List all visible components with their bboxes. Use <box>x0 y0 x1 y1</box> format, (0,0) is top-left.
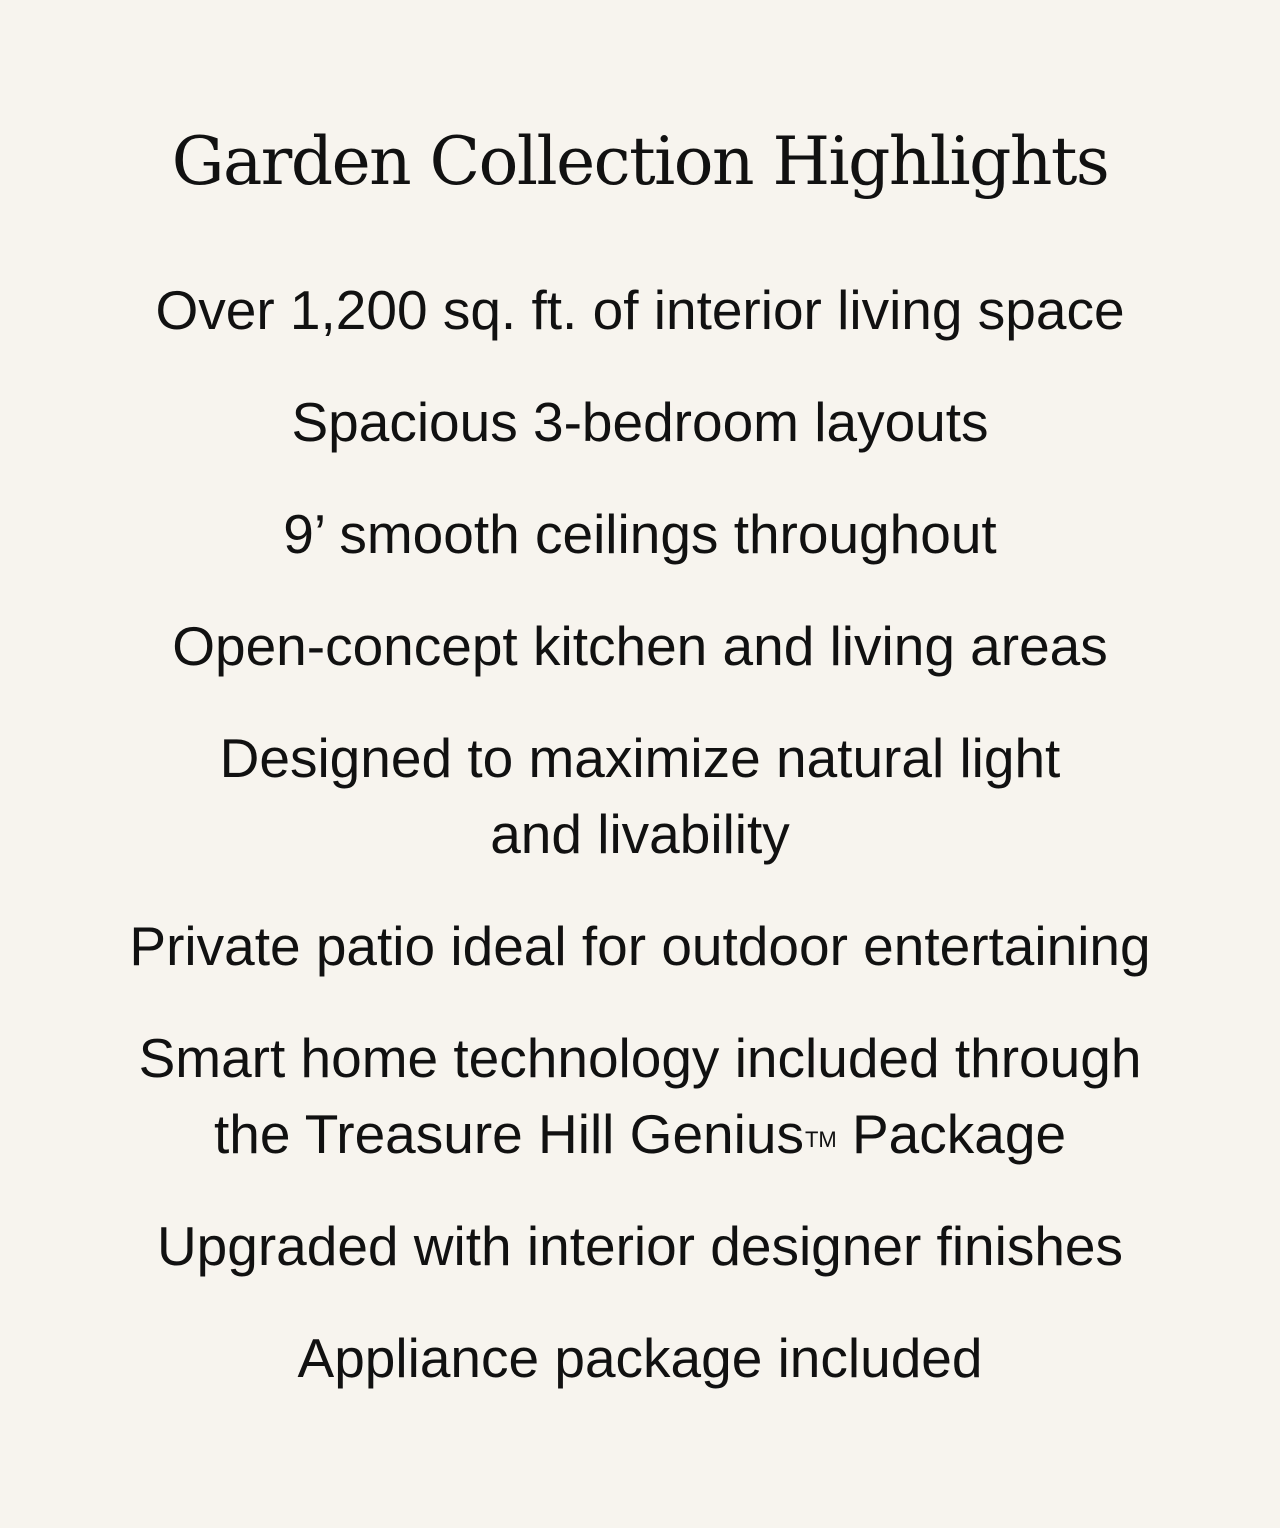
highlight-text: Appliance package included <box>297 1327 983 1389</box>
highlight-text-line-2 <box>0 1096 1280 1172</box>
highlight-text: Spacious 3-bedroom layouts <box>291 391 989 453</box>
highlight-text: Upgraded with interior designer finishes <box>156 1215 1124 1277</box>
highlight-item-bedroom-layouts <box>0 384 1280 460</box>
highlight-item-smart-home <box>0 1020 1280 1172</box>
highlight-text-line-2-a: the Treasure Hill Genius <box>213 1103 804 1165</box>
highlight-text: Open-concept kitchen and living areas <box>172 615 1108 677</box>
highlight-item-private-patio <box>0 908 1280 984</box>
highlight-text-line-1: Smart home technology included through <box>138 1027 1142 1089</box>
highlight-text-line-2-b: Package <box>836 1103 1067 1165</box>
highlight-text-line-2: and livability <box>490 803 790 865</box>
highlight-text: Over 1,200 sq. ft. of interior living space <box>155 279 1125 341</box>
highlight-item-open-concept <box>0 608 1280 684</box>
highlight-text-line-1: Designed to maximize natural light <box>219 727 1061 789</box>
highlight-item-ceilings <box>0 496 1280 572</box>
highlight-item-interior-space <box>0 272 1280 348</box>
highlight-item-appliance-package <box>0 1320 1280 1396</box>
highlight-item-natural-light <box>0 720 1280 872</box>
trademark-symbol: TM <box>804 1127 837 1152</box>
highlight-item-designer-finishes <box>0 1208 1280 1284</box>
highlight-text: 9’ smooth ceilings throughout <box>283 503 997 565</box>
highlight-text: Private patio ideal for outdoor entertaining <box>129 915 1151 977</box>
page-title: Garden Collection Highlights <box>171 123 1109 200</box>
